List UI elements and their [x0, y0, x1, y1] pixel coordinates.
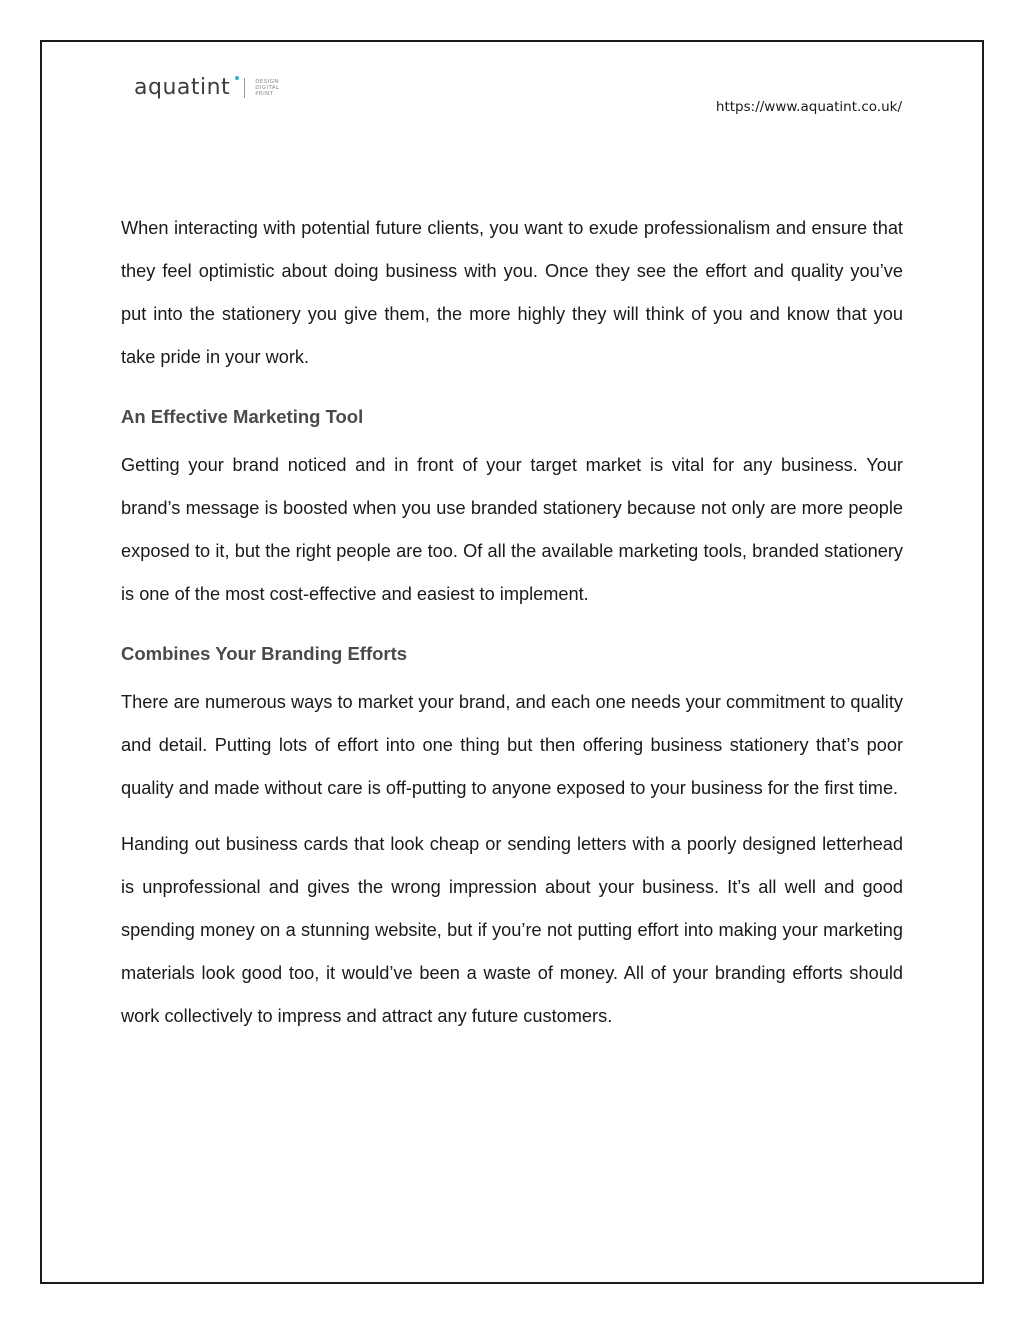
heading-branding-efforts: Combines Your Branding Efforts	[121, 643, 408, 664]
paragraph-branding-efforts: There are numerous ways to market your brand, and each one needs your commitment to quality and detail. Putting lots of effort into one thing but then offering business stationery that’s poor quality and made without care is off-putting to anyone exposed to your business for the first time.	[121, 692, 903, 798]
logo-accent-dot	[235, 76, 239, 80]
logo-wordmark: aquatint	[134, 75, 231, 100]
heading-marketing-tool: An Effective Marketing Tool	[121, 406, 364, 427]
logo-tag-print: PRINT	[255, 91, 274, 97]
logo-tagline	[255, 79, 279, 97]
logo-tag-design: DESIGN	[255, 79, 279, 85]
website-url[interactable]: https://www.aquatint.co.uk/	[715, 99, 902, 115]
paragraph-marketing-tool: Getting your brand noticed and in front of your target market is vital for any business. Your brand’s message is boosted when you use branded stationery because not only are more people exposed to it, but the right people are too. Of all the available marketing tools, branded stationery is one of the most cost-effective and easiest to implement.	[121, 455, 903, 604]
logo-tag-digital: DIGITAL	[255, 85, 280, 91]
paragraph-intro: When interacting with potential future clients, you want to exude professionalism and ensure that they feel optimistic about doing business with you. Once they see the effort and quality you’ve put into the stationery you give them, the more highly they will think of you and know that you take pride in your work.	[121, 218, 903, 367]
aquatint-logo	[134, 74, 280, 102]
paragraph-business-cards: Handing out business cards that look cheap or sending letters with a poorly designed letterhead is unprofessional and gives the wrong impression about your business. It’s all well and good spending money on a stunning website, but if you’re not putting effort into making your marketing materials look good too, it would’ve been a waste of money. All of your branding efforts should work collectively to impress and attract any future customers.	[121, 834, 903, 1026]
document-body	[121, 207, 903, 1038]
logo-divider	[244, 78, 245, 98]
